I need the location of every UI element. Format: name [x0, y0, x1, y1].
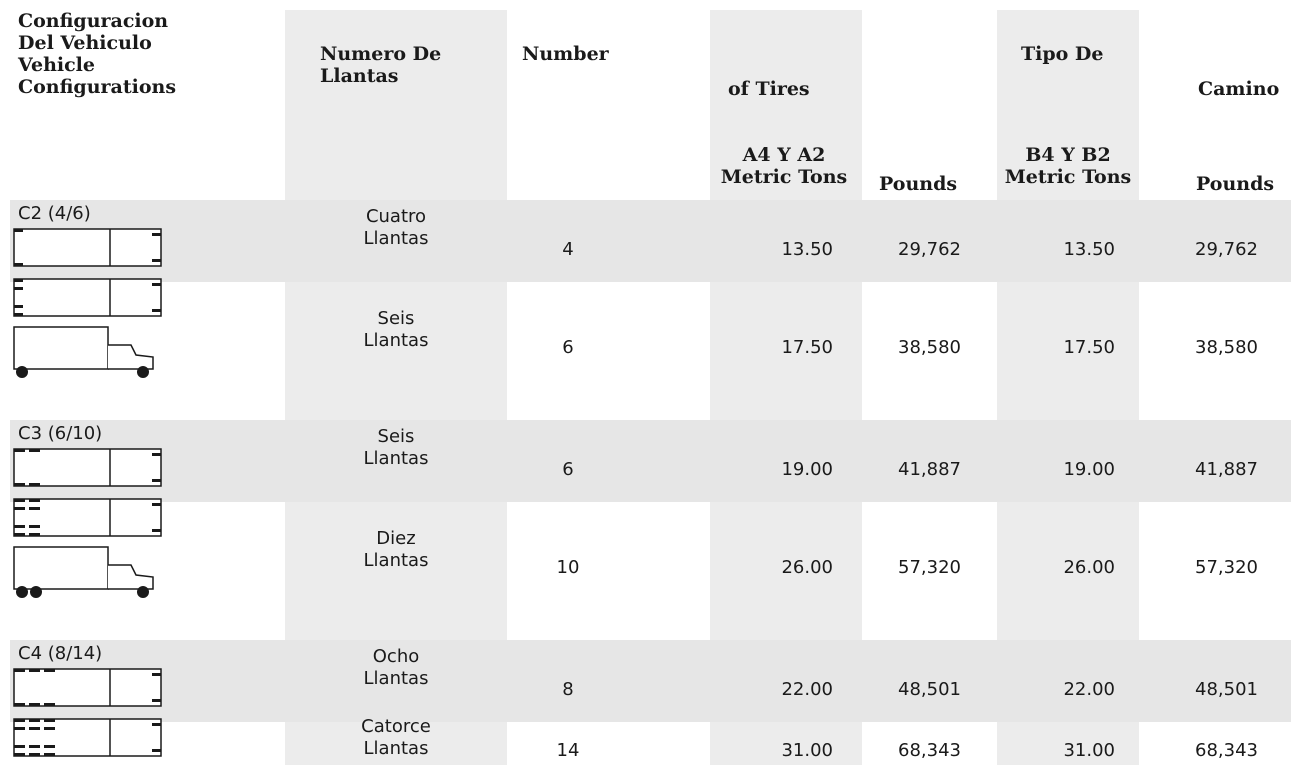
- b-metric-tons: 26.00: [1063, 557, 1115, 578]
- header-pounds-b: Pounds: [1196, 173, 1275, 195]
- b-pounds: 38,580: [1195, 337, 1258, 358]
- truck-c4-8-tire-top-icon: [13, 668, 163, 708]
- truck-c2-6-tire-top-icon: [13, 278, 163, 318]
- a-pounds: 57,320: [898, 557, 961, 578]
- a-metric-tons: 13.50: [781, 239, 833, 260]
- truck-c2-4-tire-top-icon: [13, 228, 163, 268]
- header-pounds-a: Pounds: [879, 173, 958, 195]
- tires-label: Seis Llantas: [363, 426, 429, 469]
- a-pounds: 41,887: [898, 459, 961, 480]
- tires-label: Diez Llantas: [363, 528, 429, 571]
- b-metric-tons: 22.00: [1063, 679, 1115, 700]
- a-metric-tons: 19.00: [781, 459, 833, 480]
- tires-label: Catorce Llantas: [361, 716, 431, 759]
- a-metric-tons: 17.50: [781, 337, 833, 358]
- b-metric-tons: 19.00: [1063, 459, 1115, 480]
- b-pounds: 68,343: [1195, 740, 1258, 761]
- header-b4-b2-metric-tons: B4 Y B2 Metric Tons: [1004, 144, 1132, 188]
- truck-c4-14-tire-top-icon: [13, 718, 163, 758]
- header-configuration: Configuracion Del Vehiculo Vehicle Configurations: [18, 10, 177, 98]
- truck-c3-side-icon: [13, 545, 163, 601]
- tire-number: 10: [556, 557, 580, 578]
- config-label-c2: C2 (4/6): [18, 203, 91, 224]
- b-metric-tons: 13.50: [1063, 239, 1115, 260]
- b-pounds: 48,501: [1195, 679, 1258, 700]
- header-tipo-de: Tipo De: [1021, 43, 1104, 65]
- header-camino: Camino: [1198, 78, 1280, 100]
- tires-label: Ocho Llantas: [363, 646, 429, 689]
- tire-number: 14: [556, 740, 580, 761]
- config-label-c3: C3 (6/10): [18, 423, 103, 444]
- a-metric-tons: 22.00: [781, 679, 833, 700]
- b-pounds: 29,762: [1195, 239, 1258, 260]
- truck-c3-6-tire-top-icon: [13, 448, 163, 488]
- tire-number: 6: [562, 459, 574, 480]
- tires-label: Cuatro Llantas: [363, 206, 429, 249]
- truck-c2-side-icon: [13, 325, 163, 381]
- a-metric-tons: 26.00: [781, 557, 833, 578]
- a-pounds: 48,501: [898, 679, 961, 700]
- header-a4-a2-metric-tons: A4 Y A2 Metric Tons: [720, 144, 848, 188]
- b-pounds: 57,320: [1195, 557, 1258, 578]
- a-pounds: 68,343: [898, 740, 961, 761]
- tire-number: 6: [562, 337, 574, 358]
- header-numero-de-llantas: Numero De Llantas: [320, 43, 442, 87]
- tire-number: 4: [562, 239, 574, 260]
- tires-label: Seis Llantas: [363, 308, 429, 351]
- b-metric-tons: 17.50: [1063, 337, 1115, 358]
- tire-number: 8: [562, 679, 574, 700]
- a-pounds: 29,762: [898, 239, 961, 260]
- header-number: Number: [522, 43, 609, 65]
- a-metric-tons: 31.00: [781, 740, 833, 761]
- config-label-c4: C4 (8/14): [18, 643, 103, 664]
- header-of-tires: of Tires: [728, 78, 810, 100]
- truck-c3-10-tire-top-icon: [13, 498, 163, 538]
- b-pounds: 41,887: [1195, 459, 1258, 480]
- a-pounds: 38,580: [898, 337, 961, 358]
- b-metric-tons: 31.00: [1063, 740, 1115, 761]
